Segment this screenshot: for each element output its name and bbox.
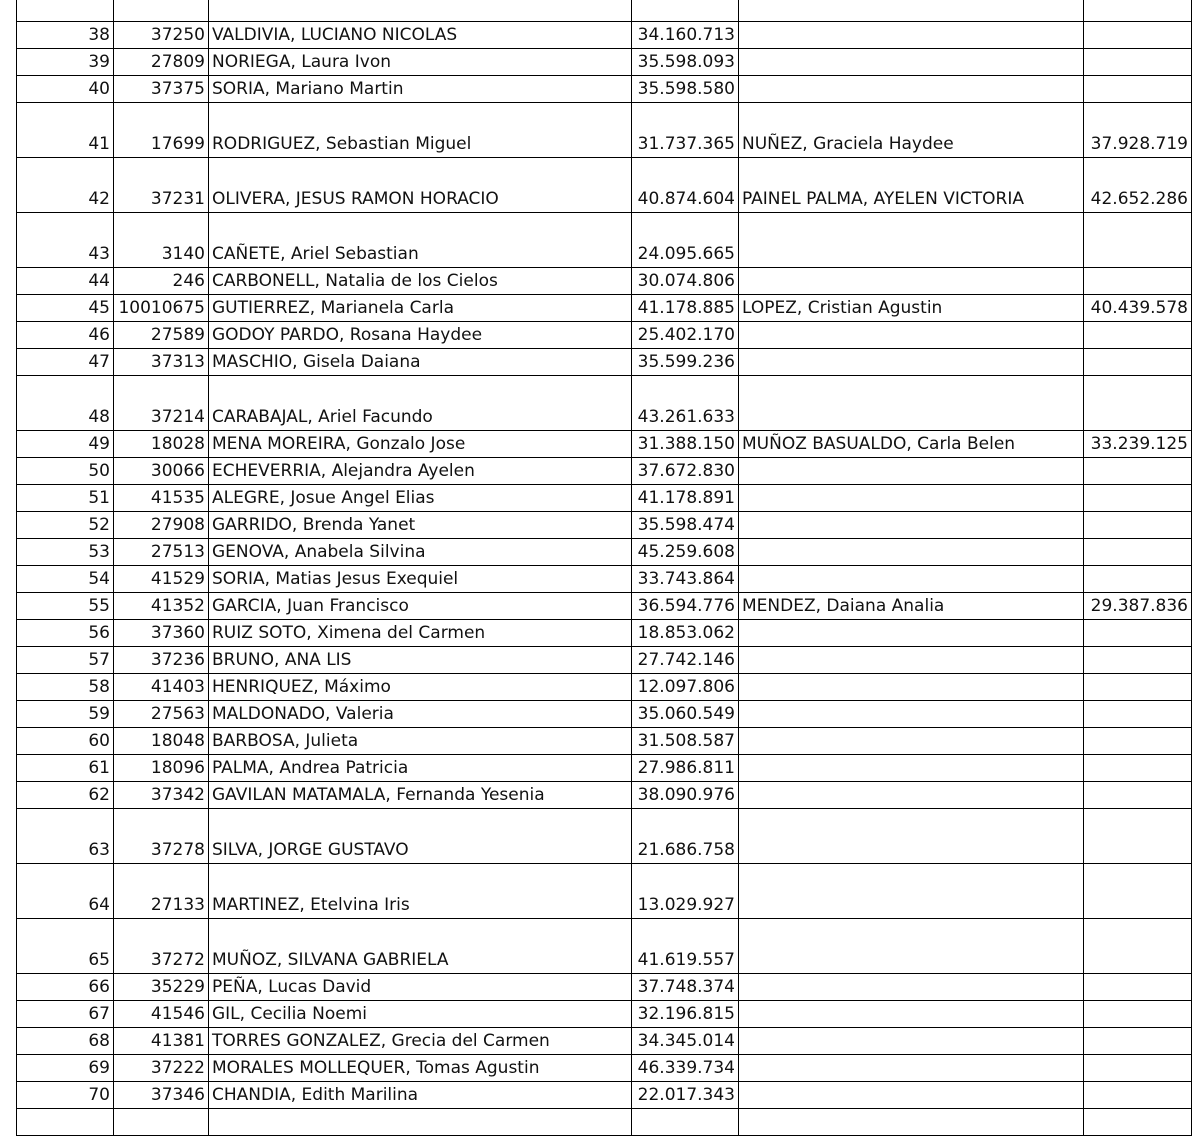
partner-document-number-cell [1084, 49, 1192, 76]
table-row [17, 349, 1192, 376]
table-row [17, 1001, 1192, 1028]
record-id-cell: 27563 [114, 701, 209, 728]
table-row [17, 0, 1192, 22]
record-id-cell: 41352 [114, 593, 209, 620]
person-name-cell: RUIZ SOTO, Ximena del Carmen [209, 620, 632, 647]
partner-name-cell [739, 974, 1084, 1001]
row-number-cell: 54 [17, 566, 114, 593]
partner-name-cell [739, 755, 1084, 782]
partner-name-cell [739, 268, 1084, 295]
record-id-cell: 3140 [114, 213, 209, 268]
partner-name-cell [739, 349, 1084, 376]
row-number-cell: 62 [17, 782, 114, 809]
partner-name-cell [739, 566, 1084, 593]
partner-document-number-cell: 40.439.578 [1084, 295, 1192, 322]
partner-name-cell [739, 1055, 1084, 1082]
table-row [17, 376, 1192, 431]
partner-document-number-cell [1084, 512, 1192, 539]
document-number-cell: 30.074.806 [632, 268, 739, 295]
person-name-cell: MORALES MOLLEQUER, Tomas Agustin [209, 1055, 632, 1082]
document-number-cell: 25.402.170 [632, 322, 739, 349]
row-number-cell: 65 [17, 919, 114, 974]
partner-name-cell [739, 539, 1084, 566]
row-number-cell: 49 [17, 431, 114, 458]
table-row [17, 782, 1192, 809]
row-number-cell: 41 [17, 103, 114, 158]
row-number-cell: 55 [17, 593, 114, 620]
partner-name-cell [739, 919, 1084, 974]
table-row [17, 593, 1192, 620]
partner-document-number-cell [1084, 76, 1192, 103]
table-row [17, 701, 1192, 728]
record-id-cell: 41529 [114, 566, 209, 593]
document-number-cell: 33.743.864 [632, 566, 739, 593]
person-name-cell: SILVA, JORGE GUSTAVO [209, 809, 632, 864]
table-row [17, 512, 1192, 539]
record-id-cell: 18028 [114, 431, 209, 458]
row-number-cell: 66 [17, 974, 114, 1001]
partner-document-number-cell: 33.239.125 [1084, 431, 1192, 458]
partner-document-number-cell [1084, 539, 1192, 566]
record-id-cell: 37272 [114, 919, 209, 974]
table-row [17, 158, 1192, 213]
record-id-cell: 41546 [114, 1001, 209, 1028]
person-name-cell: BRUNO, ANA LIS [209, 647, 632, 674]
document-number-cell: 27.986.811 [632, 755, 739, 782]
row-number-cell: 57 [17, 647, 114, 674]
table-row [17, 974, 1192, 1001]
partner-document-number-cell [1084, 701, 1192, 728]
partner-document-number-cell [1084, 1001, 1192, 1028]
row-number-cell: 46 [17, 322, 114, 349]
partner-document-number-cell [1084, 1082, 1192, 1109]
person-name-cell: GARCIA, Juan Francisco [209, 593, 632, 620]
person-name-cell [209, 1109, 632, 1136]
table-row [17, 1109, 1192, 1136]
person-name-cell: CAÑETE, Ariel Sebastian [209, 213, 632, 268]
document-number-cell: 18.853.062 [632, 620, 739, 647]
row-number-cell: 67 [17, 1001, 114, 1028]
table-row [17, 22, 1192, 49]
partner-name-cell [739, 782, 1084, 809]
table-row [17, 864, 1192, 919]
row-number-cell: 42 [17, 158, 114, 213]
record-id-cell: 18048 [114, 728, 209, 755]
partner-document-number-cell [1084, 974, 1192, 1001]
row-number-cell: 52 [17, 512, 114, 539]
person-name-cell: CHANDIA, Edith Marilina [209, 1082, 632, 1109]
partner-document-number-cell: 37.928.719 [1084, 103, 1192, 158]
partner-name-cell [739, 701, 1084, 728]
partner-name-cell: NUÑEZ, Graciela Haydee [739, 103, 1084, 158]
partner-document-number-cell [1084, 322, 1192, 349]
table-row [17, 1082, 1192, 1109]
table-row [17, 755, 1192, 782]
table-row [17, 809, 1192, 864]
partner-name-cell [739, 1028, 1084, 1055]
record-id-cell: 41403 [114, 674, 209, 701]
document-number-cell: 41.178.891 [632, 485, 739, 512]
record-id-cell: 30066 [114, 458, 209, 485]
record-id-cell: 37236 [114, 647, 209, 674]
table-row [17, 213, 1192, 268]
partner-document-number-cell [1084, 782, 1192, 809]
table-row [17, 1028, 1192, 1055]
partner-document-number-cell [1084, 1028, 1192, 1055]
partner-name-cell [739, 1109, 1084, 1136]
row-number-cell: 69 [17, 1055, 114, 1082]
roster-table-body [17, 0, 1192, 1136]
partner-name-cell: MENDEZ, Daiana Analia [739, 593, 1084, 620]
record-id-cell: 37222 [114, 1055, 209, 1082]
partner-document-number-cell [1084, 809, 1192, 864]
person-name-cell: VALDIVIA, LUCIANO NICOLAS [209, 22, 632, 49]
roster-table [16, 0, 1192, 1136]
document-number-cell: 12.097.806 [632, 674, 739, 701]
record-id-cell: 246 [114, 268, 209, 295]
table-row [17, 566, 1192, 593]
document-number-cell: 35.598.474 [632, 512, 739, 539]
row-number-cell: 44 [17, 268, 114, 295]
record-id-cell [114, 1109, 209, 1136]
partner-name-cell [739, 864, 1084, 919]
partner-name-cell [739, 213, 1084, 268]
document-number-cell: 45.259.608 [632, 539, 739, 566]
document-number-cell: 34.160.713 [632, 22, 739, 49]
person-name-cell: BARBOSA, Julieta [209, 728, 632, 755]
person-name-cell: CARABAJAL, Ariel Facundo [209, 376, 632, 431]
document-number-cell: 37.672.830 [632, 458, 739, 485]
partner-name-cell [739, 485, 1084, 512]
partner-name-cell [739, 809, 1084, 864]
partner-name-cell [739, 0, 1084, 22]
document-number-cell: 46.339.734 [632, 1055, 739, 1082]
document-number-cell: 31.737.365 [632, 103, 739, 158]
person-name-cell: MARTINEZ, Etelvina Iris [209, 864, 632, 919]
row-number-cell: 58 [17, 674, 114, 701]
document-number-cell [632, 0, 739, 22]
partner-name-cell [739, 22, 1084, 49]
document-number-cell: 35.598.580 [632, 76, 739, 103]
record-id-cell: 37214 [114, 376, 209, 431]
person-name-cell: MUÑOZ, SILVANA GABRIELA [209, 919, 632, 974]
record-id-cell: 37231 [114, 158, 209, 213]
partner-document-number-cell [1084, 647, 1192, 674]
record-id-cell: 27809 [114, 49, 209, 76]
row-number-cell: 39 [17, 49, 114, 76]
table-row [17, 1055, 1192, 1082]
person-name-cell: CARBONELL, Natalia de los Cielos [209, 268, 632, 295]
spreadsheet-page [16, 0, 1191, 1136]
row-number-cell: 50 [17, 458, 114, 485]
document-number-cell: 22.017.343 [632, 1082, 739, 1109]
document-number-cell: 31.388.150 [632, 431, 739, 458]
partner-document-number-cell [1084, 919, 1192, 974]
row-number-cell: 61 [17, 755, 114, 782]
row-number-cell: 48 [17, 376, 114, 431]
record-id-cell: 17699 [114, 103, 209, 158]
person-name-cell: SORIA, Matias Jesus Exequiel [209, 566, 632, 593]
document-number-cell: 43.261.633 [632, 376, 739, 431]
document-number-cell: 21.686.758 [632, 809, 739, 864]
person-name-cell [209, 0, 632, 22]
record-id-cell: 35229 [114, 974, 209, 1001]
row-number-cell: 53 [17, 539, 114, 566]
table-row [17, 49, 1192, 76]
person-name-cell: OLIVERA, JESUS RAMON HORACIO [209, 158, 632, 213]
partner-document-number-cell [1084, 755, 1192, 782]
table-row [17, 919, 1192, 974]
document-number-cell: 27.742.146 [632, 647, 739, 674]
row-number-cell: 60 [17, 728, 114, 755]
record-id-cell: 41381 [114, 1028, 209, 1055]
row-number-cell: 56 [17, 620, 114, 647]
partner-document-number-cell [1084, 458, 1192, 485]
table-row [17, 485, 1192, 512]
table-row [17, 103, 1192, 158]
partner-name-cell [739, 49, 1084, 76]
person-name-cell: ALEGRE, Josue Angel Elias [209, 485, 632, 512]
document-number-cell: 38.090.976 [632, 782, 739, 809]
record-id-cell: 37375 [114, 76, 209, 103]
document-number-cell: 37.748.374 [632, 974, 739, 1001]
table-row [17, 268, 1192, 295]
person-name-cell: HENRIQUEZ, Máximo [209, 674, 632, 701]
person-name-cell: SORIA, Mariano Martin [209, 76, 632, 103]
document-number-cell: 13.029.927 [632, 864, 739, 919]
row-number-cell: 40 [17, 76, 114, 103]
row-number-cell: 64 [17, 864, 114, 919]
partner-document-number-cell [1084, 213, 1192, 268]
table-row [17, 295, 1192, 322]
partner-document-number-cell [1084, 1055, 1192, 1082]
row-number-cell [17, 0, 114, 22]
table-row [17, 620, 1192, 647]
document-number-cell: 41.619.557 [632, 919, 739, 974]
record-id-cell [114, 0, 209, 22]
record-id-cell: 37313 [114, 349, 209, 376]
document-number-cell: 24.095.665 [632, 213, 739, 268]
record-id-cell: 27133 [114, 864, 209, 919]
document-number-cell: 34.345.014 [632, 1028, 739, 1055]
person-name-cell: GENOVA, Anabela Silvina [209, 539, 632, 566]
partner-name-cell [739, 458, 1084, 485]
person-name-cell: GARRIDO, Brenda Yanet [209, 512, 632, 539]
partner-document-number-cell [1084, 620, 1192, 647]
partner-name-cell [739, 512, 1084, 539]
table-row [17, 322, 1192, 349]
partner-document-number-cell [1084, 674, 1192, 701]
row-number-cell: 43 [17, 213, 114, 268]
person-name-cell: MASCHIO, Gisela Daiana [209, 349, 632, 376]
partner-document-number-cell [1084, 349, 1192, 376]
record-id-cell: 37250 [114, 22, 209, 49]
document-number-cell: 35.060.549 [632, 701, 739, 728]
person-name-cell: RODRIGUEZ, Sebastian Miguel [209, 103, 632, 158]
person-name-cell: GAVILAN MATAMALA, Fernanda Yesenia [209, 782, 632, 809]
partner-name-cell [739, 76, 1084, 103]
document-number-cell: 41.178.885 [632, 295, 739, 322]
partner-name-cell [739, 1001, 1084, 1028]
person-name-cell: MENA MOREIRA, Gonzalo Jose [209, 431, 632, 458]
document-number-cell: 35.598.093 [632, 49, 739, 76]
partner-name-cell: MUÑOZ BASUALDO, Carla Belen [739, 431, 1084, 458]
partner-document-number-cell [1084, 1109, 1192, 1136]
partner-name-cell [739, 647, 1084, 674]
row-number-cell [17, 1109, 114, 1136]
record-id-cell: 18096 [114, 755, 209, 782]
partner-name-cell [739, 620, 1084, 647]
partner-name-cell [739, 674, 1084, 701]
partner-document-number-cell [1084, 728, 1192, 755]
partner-name-cell: LOPEZ, Cristian Agustin [739, 295, 1084, 322]
person-name-cell: PEÑA, Lucas David [209, 974, 632, 1001]
document-number-cell: 32.196.815 [632, 1001, 739, 1028]
person-name-cell: TORRES GONZALEZ, Grecia del Carmen [209, 1028, 632, 1055]
document-number-cell [632, 1109, 739, 1136]
partner-document-number-cell [1084, 376, 1192, 431]
row-number-cell: 45 [17, 295, 114, 322]
person-name-cell: GIL, Cecilia Noemi [209, 1001, 632, 1028]
partner-document-number-cell [1084, 22, 1192, 49]
partner-document-number-cell [1084, 864, 1192, 919]
table-row [17, 728, 1192, 755]
person-name-cell: GUTIERREZ, Marianela Carla [209, 295, 632, 322]
document-number-cell: 40.874.604 [632, 158, 739, 213]
row-number-cell: 38 [17, 22, 114, 49]
document-number-cell: 36.594.776 [632, 593, 739, 620]
record-id-cell: 27589 [114, 322, 209, 349]
table-row [17, 647, 1192, 674]
person-name-cell: NORIEGA, Laura Ivon [209, 49, 632, 76]
person-name-cell: GODOY PARDO, Rosana Haydee [209, 322, 632, 349]
row-number-cell: 47 [17, 349, 114, 376]
partner-document-number-cell [1084, 485, 1192, 512]
record-id-cell: 37360 [114, 620, 209, 647]
partner-name-cell [739, 728, 1084, 755]
person-name-cell: ECHEVERRIA, Alejandra Ayelen [209, 458, 632, 485]
partner-name-cell [739, 376, 1084, 431]
record-id-cell: 37342 [114, 782, 209, 809]
record-id-cell: 10010675 [114, 295, 209, 322]
record-id-cell: 27908 [114, 512, 209, 539]
document-number-cell: 31.508.587 [632, 728, 739, 755]
partner-document-number-cell [1084, 268, 1192, 295]
row-number-cell: 59 [17, 701, 114, 728]
table-row [17, 539, 1192, 566]
person-name-cell: PALMA, Andrea Patricia [209, 755, 632, 782]
table-row [17, 674, 1192, 701]
person-name-cell: MALDONADO, Valeria [209, 701, 632, 728]
partner-name-cell [739, 322, 1084, 349]
partner-document-number-cell: 29.387.836 [1084, 593, 1192, 620]
table-row [17, 431, 1192, 458]
partner-name-cell [739, 1082, 1084, 1109]
row-number-cell: 51 [17, 485, 114, 512]
table-row [17, 76, 1192, 103]
document-number-cell: 35.599.236 [632, 349, 739, 376]
record-id-cell: 37278 [114, 809, 209, 864]
record-id-cell: 41535 [114, 485, 209, 512]
row-number-cell: 68 [17, 1028, 114, 1055]
partner-document-number-cell [1084, 0, 1192, 22]
table-row [17, 458, 1192, 485]
partner-document-number-cell [1084, 566, 1192, 593]
partner-name-cell: PAINEL PALMA, AYELEN VICTORIA [739, 158, 1084, 213]
record-id-cell: 27513 [114, 539, 209, 566]
row-number-cell: 70 [17, 1082, 114, 1109]
row-number-cell: 63 [17, 809, 114, 864]
partner-document-number-cell: 42.652.286 [1084, 158, 1192, 213]
record-id-cell: 37346 [114, 1082, 209, 1109]
